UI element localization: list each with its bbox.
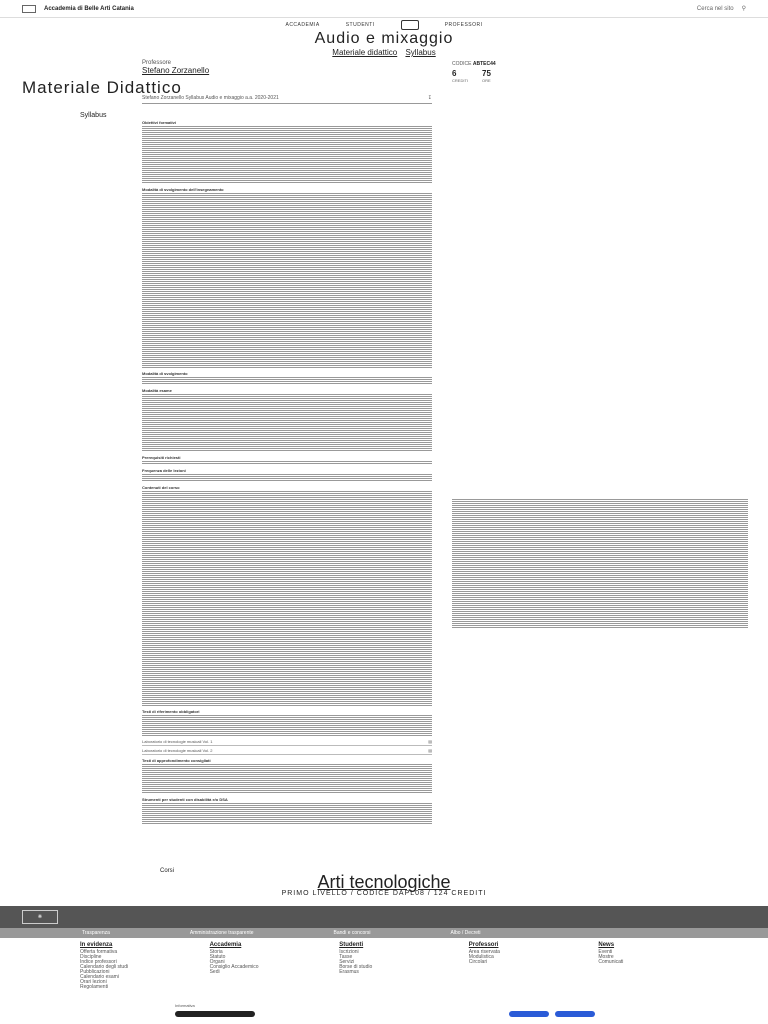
footer-link[interactable]: Statuto (209, 954, 226, 960)
footer-strip-item[interactable]: Albo / Decreti (450, 930, 481, 936)
institution-name[interactable]: Accademia di Belle Arti Catania (44, 5, 134, 12)
code-label: CODICE (452, 61, 472, 67)
footer-column (80, 942, 170, 1002)
footer-link[interactable]: Orari lezioni (80, 979, 107, 985)
corsi-label: Corsi (160, 868, 175, 874)
footer-link[interactable]: Calendario esami (80, 974, 119, 980)
footer-link[interactable]: Consiglio Accademico (209, 964, 259, 970)
nav-item-accademia[interactable]: ACCADEMIA (285, 22, 320, 28)
section-heading: Frequenza delle lezioni (142, 468, 186, 473)
topbar (0, 0, 768, 18)
academy-logo-icon[interactable] (401, 20, 419, 30)
footer-link[interactable]: Comunicati (598, 959, 624, 965)
footer-link[interactable]: Tasse (339, 954, 353, 960)
footer-link[interactable]: Circolari (468, 959, 488, 965)
footer-link[interactable]: Sedi (209, 969, 220, 975)
footer-link[interactable]: Modulistica (468, 954, 494, 960)
topbar-right (697, 5, 746, 12)
section-body-placeholder (142, 764, 432, 794)
footer-column-title: Accademia (209, 942, 242, 948)
footer-column-title: In evidenza (80, 942, 113, 948)
section-heading: Modalità di svolgimento (142, 371, 188, 376)
footer-column-title: Professori (468, 942, 499, 948)
section-heading: Modalità di svolgimento dell'insegnamento (142, 187, 224, 192)
footer-strip-item[interactable]: Amministrazione trasparente (189, 930, 254, 936)
cookie-title: Informativa (175, 1003, 195, 1008)
footer-link[interactable]: Indice professori (80, 959, 117, 965)
section-heading: Obiettivi formativi (142, 120, 177, 125)
syllabus-label: Syllabus (80, 112, 107, 119)
footer-link[interactable]: Pubblicazioni (80, 969, 110, 975)
footer-link[interactable]: Storia (209, 949, 223, 955)
hours-value: 75 (482, 69, 491, 78)
professor-label: Professore (142, 60, 172, 66)
page-title: Audio e mixaggio (314, 30, 454, 47)
footer-strip (0, 928, 768, 938)
section-body-placeholder (142, 461, 432, 465)
footer-column-title: Studenti (339, 942, 364, 948)
search-label[interactable]: Cerca nel sito (696, 5, 734, 12)
footer-link[interactable]: Offerta formativa (80, 949, 118, 955)
section-body-placeholder (142, 126, 432, 184)
syllabus-content (142, 117, 432, 826)
footer-column (598, 942, 688, 1002)
download-icon[interactable]: ↧ (427, 95, 432, 101)
footer-column-title: News (598, 942, 615, 948)
footer-link[interactable]: Erasmus (339, 969, 359, 975)
ref-line (142, 748, 432, 755)
footer-link[interactable]: Organi (209, 959, 225, 965)
footer-link[interactable]: Discipline (80, 954, 102, 960)
cfu-value: 6 (452, 69, 457, 78)
footer-link[interactable]: Regolamenti (80, 984, 109, 990)
tab-syllabus[interactable]: Syllabus (405, 48, 436, 57)
footer-link[interactable]: Calendario degli studi (80, 964, 129, 970)
footer-logo-icon[interactable]: ❋ (22, 910, 58, 924)
nav-item-professori[interactable]: PROFESSORI (444, 22, 483, 28)
program-subtitle: PRIMO LIVELLO / CODICE DAPL08 / 124 CREDITI (281, 890, 487, 897)
material-file-row[interactable] (142, 95, 432, 104)
ref-line (142, 739, 432, 746)
page-tabs (0, 48, 768, 57)
search-icon[interactable]: ⚲ (741, 6, 746, 12)
professor-link[interactable]: Stefano Zorzanello (142, 66, 210, 75)
cookie-banner (175, 1003, 595, 1017)
cookie-reject-button[interactable] (175, 1011, 255, 1017)
ref-title: Laboratorio di tecnologie musicali Vol. 2 (142, 748, 213, 753)
footer-column (469, 942, 559, 1002)
nav-item-studenti[interactable]: STUDENTI (345, 22, 375, 28)
footer-link[interactable]: Servizi (339, 959, 355, 965)
footer-link[interactable]: Borse di studio (339, 964, 373, 970)
course-code: ABTEC44 (472, 61, 496, 67)
footer-column (339, 942, 429, 1002)
section-heading: Testi di riferimento obbligatori (142, 709, 200, 714)
section-heading: Strumenti per studenti con disabilità e/o DSA (142, 797, 228, 802)
footer-strip-item[interactable]: Trasparenza (82, 930, 110, 936)
section-heading: Modalità esame (142, 388, 172, 393)
footer-link[interactable]: Area riservata (468, 949, 500, 955)
material-file-name[interactable]: Stefano Zorzanello Syllabus Audio e mixaggio a.a. 2020-2021 (142, 95, 279, 101)
section-body-placeholder (142, 377, 432, 385)
tab-materiale-didattico[interactable]: Materiale didattico (332, 48, 398, 57)
section-body-placeholder (142, 394, 432, 452)
cookie-accept-button[interactable] (555, 1011, 595, 1017)
footer-link[interactable]: Mostre (598, 954, 614, 960)
program-title[interactable]: Arti tecnologiche (317, 872, 451, 892)
section-body-placeholder (142, 803, 432, 825)
footer-strip-item[interactable]: Bandi e concorsi (333, 930, 371, 936)
logo-icon[interactable] (22, 5, 36, 13)
contents-right-column (452, 498, 748, 630)
hours-label: ORE (482, 78, 491, 83)
footer-link[interactable]: Eventi (598, 949, 613, 955)
section-body-placeholder (142, 715, 432, 737)
footer-column (210, 942, 300, 1002)
section-heading: Testi di approfondimento consigliati (142, 758, 211, 763)
materials-title: Materiale Didattico (22, 78, 182, 97)
footer-contacts (0, 906, 768, 928)
section-body-placeholder (142, 193, 432, 368)
document-icon[interactable]: ▤ (428, 739, 432, 744)
section-body-placeholder (452, 499, 748, 629)
cookie-settings-button[interactable] (509, 1011, 549, 1017)
ref-title: Laboratorio di tecnologie musicali Vol. 1 (142, 739, 213, 744)
document-icon[interactable]: ▤ (428, 748, 432, 753)
cfu-label: CREDITI (452, 78, 468, 83)
section-body-placeholder (142, 474, 432, 482)
course-info (452, 61, 602, 83)
section-heading: Contenuti del corso (142, 485, 180, 490)
section-heading: Prerequisiti richiesti (142, 455, 181, 460)
footer-links (0, 942, 768, 1002)
section-body-placeholder (142, 491, 432, 706)
footer-link[interactable]: Iscrizioni (339, 949, 359, 955)
